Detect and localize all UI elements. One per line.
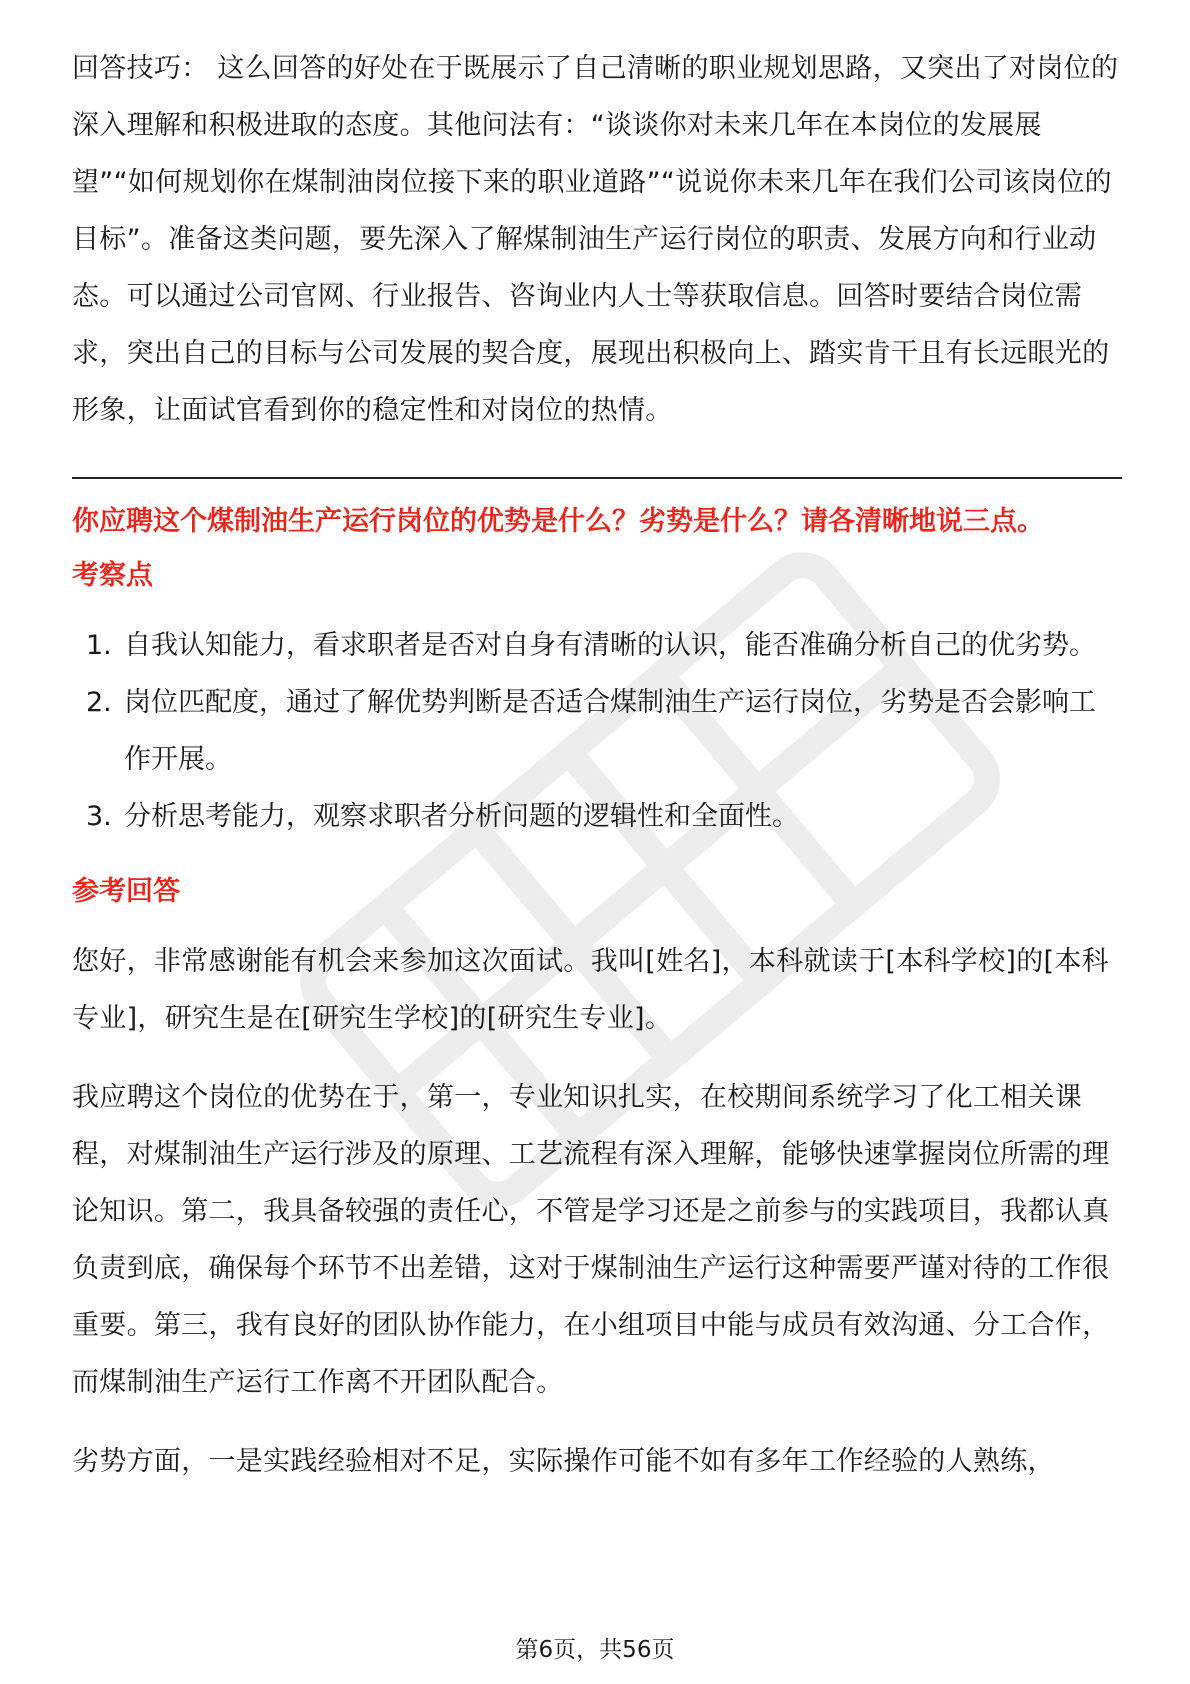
- list-item: [72, 788, 1122, 845]
- list-number: 3.: [86, 801, 112, 832]
- list-number: 2.: [86, 687, 112, 718]
- reference-heading: 参考回答: [72, 876, 180, 907]
- focus-points-list: [72, 617, 1122, 845]
- answer-paragraph-strengths: 我应聘这个岗位的优势在于，第一，专业知识扎实，在校期间系统学习了化工相关课程，对煤制油生产运行涉及的原理、工艺流程有深入理解，能够快速掌握岗位所需的理论知识。第二，我具备较强的责任心，不管是学习还是之前参与的实践项目，我都认真负责到底，确保每个环节不出差错，这对于煤制油生产运行这种需要严谨对待的工作很重要。第三，我有良好的团队协作能力，在小组项目中能与成员有效沟通、分工合作，而煤制油生产运行工作离不开团队配合。: [72, 1082, 1110, 1398]
- intro-paragraph: 回答技巧： 这么回答的好处在于既展示了自己清晰的职业规划思路，又突出了对岗位的深入理解和积极进取的态度。其他问法有：“谈谈你对未来几年在本岗位的发展展望”“如何规划你在煤制油岗位接下来的职业道路”“说说你未来几年在我们公司该岗位的目标”。准备这类问题，要先深入了解煤制油生产运行岗位的职责、发展方向和行业动态。可以通过公司官网、行业报告、咨询业内人士等获取信息。回答时要结合岗位需求，突出自己的目标与公司发展的契合度，展现出积极向上、踏实肯干且有长远眼光的形象，让面试官看到你的稳定性和对岗位的热情。: [72, 53, 1119, 426]
- page-footer: 第6页，共56页: [515, 1637, 675, 1663]
- section-divider: [72, 477, 1122, 479]
- list-item: [72, 674, 1122, 788]
- list-item: [72, 617, 1122, 674]
- spacer: [72, 919, 1122, 933]
- spacer: [72, 1047, 1122, 1069]
- list-item-text: 岗位匹配度，通过了解优势判断是否适合煤制油生产运行岗位，劣势是否会影响工作开展。: [124, 687, 1096, 775]
- spacer: [72, 1411, 1122, 1433]
- question-title: 你应聘这个煤制油生产运行岗位的优势是什么？劣势是什么？请各清晰地说三点。: [72, 506, 1044, 537]
- list-item-text: 自我认知能力，看求职者是否对自身有清晰的认识，能否准确分析自己的优劣势。: [124, 630, 1096, 661]
- list-item-text: 分析思考能力，观察求职者分析问题的逻辑性和全面性。: [124, 801, 799, 832]
- document-page: [72, 40, 1122, 1490]
- answer-paragraph-intro: 您好，非常感谢能有机会来参加这次面试。我叫[姓名]，本科就读于[本科学校]的[本科专业]，研究生是在[研究生学校]的[研究生专业]。: [72, 946, 1109, 1034]
- list-number: 1.: [86, 630, 112, 661]
- answer-paragraph-weaknesses: 劣势方面，一是实践经验相对不足，实际操作可能不如有多年工作经验的人熟练，: [72, 1446, 1055, 1477]
- focus-heading: 考察点: [72, 560, 153, 591]
